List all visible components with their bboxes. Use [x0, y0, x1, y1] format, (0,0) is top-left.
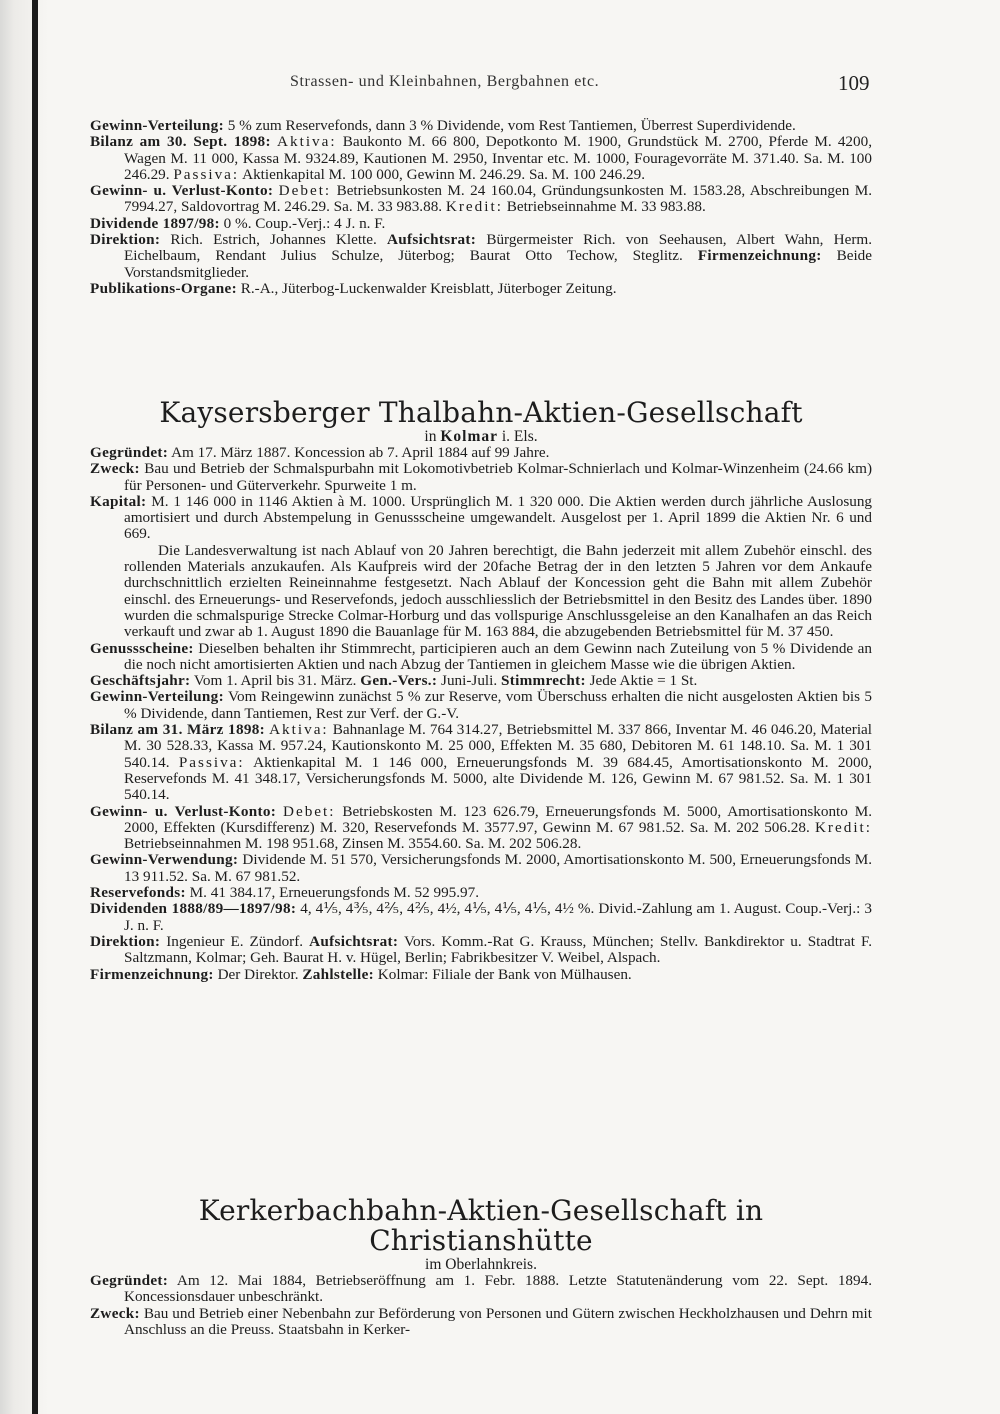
label: Gewinn-Verwendung: — [90, 851, 239, 869]
aktiva-text: Baukonto M. 66 800, Depotkonto M. 1900, Grundstück M. 2700, Pferde M. 4200, Wagen M. 11 000, Kassa M. 9324.89, Kautionen M. 2950, Inventar etc. M. 1000, Fouragevorräte M. 371.40. Sa. M. 100 246.29. — [124, 133, 872, 183]
passiva-word: Passiva: — [178, 753, 245, 771]
text: Vom Reingewinn zunächst 5 % zur Reserve, vom Überschuss erhalten die nicht ausgelosten Aktien bis 5 % Dividende, dann Tantiemen, Rest zur Verf. der G.-V. — [124, 688, 872, 722]
label: Firmenzeichnung: — [697, 247, 822, 265]
entry-direktion — [90, 934, 872, 967]
debet-text: Betriebskosten M. 123 626.79, Erneuerungsfonds M. 5000, Amortisationskonto M. 2000, Effekten (Kursdifferenz) M. 320, Reservefonds M. 3577.97, Gewinn M. 67 981.52. Sa. M. 202 506.28. — [124, 802, 872, 836]
label: Gewinn- u. Verlust-Konto: — [90, 802, 277, 820]
label: Dividenden 1888/89—1897/98: — [90, 900, 297, 918]
sub-pre: in — [424, 428, 437, 445]
entry-bilanz — [90, 134, 872, 183]
entry-publikations-organe — [90, 281, 872, 297]
company-title: Kaysersberger Thalbahn-Aktien-Gesellschaft — [159, 396, 803, 429]
label: Bilanz am 31. März 1898: — [90, 721, 265, 739]
sub-city: Kolmar — [440, 428, 498, 445]
label: Genussscheine: — [90, 639, 194, 657]
kredit-text: Betriebseinnahmen M. 198 951.68, Zinsen M. 3554.60. Sa. M. 202 506.28. — [124, 835, 582, 853]
aktiva-word: Aktiva: — [269, 721, 329, 739]
entry-gewinn-verteilung — [90, 118, 872, 134]
entry-gegruendet — [90, 1273, 872, 1306]
text: Jede Aktie = 1 St. — [589, 672, 698, 690]
kredit-text: Betriebseinnahme M. 33 983.88. — [506, 198, 706, 216]
page-number: 109 — [838, 71, 870, 95]
text: Bau und Betrieb einer Nebenbahn zur Beförderung von Personen und Gütern zwischen Heckholzhausen und Dehrn mit Anschluss an die Preuss. Staatsbahn in Kerker- — [124, 1304, 872, 1338]
text: Am 12. Mai 1884, Betriebseröffnung am 1. Febr. 1888. Letzte Statutenänderung vom 22. Sept. 1894. Koncessionsdauer unbeschränkt. — [124, 1272, 872, 1306]
company-title: Kerkerbachbahn-Aktien-Gesellschaft in Christianshütte — [198, 1194, 764, 1257]
label: Gen.-Vers.: — [360, 672, 438, 690]
entry-geschaeftsjahr — [90, 673, 872, 689]
text: Bau und Betrieb der Schmalspurbahn mit Lokomotivbetrieb Kolmar-Schnierlach und Kolmar-Winzenheim (24.66 km) für Personen- und Güterverkehr. Spurweite 1 m. — [124, 460, 873, 494]
label: Kapital: — [90, 492, 147, 510]
label: Geschäftsjahr: — [90, 672, 191, 690]
text: M. 41 384.17, Erneuerungsfonds M. 52 995.97. — [189, 884, 480, 902]
passiva-word: Passiva: — [173, 165, 240, 183]
label: Aufsichtsrat: — [309, 932, 399, 950]
passiva-text: Aktienkapital M. 1 146 000, Erneuerungsfonds M. 39 684.45, Amortisationskonto M. 2000, Reservefonds M. 41 348.17, Versicherungsfonds M. 5000, alte Dividende M. 126, Gewinn M. 67 981.52. Sa. M. 1 301 540.14. — [124, 753, 873, 804]
entry-gewinn-verlust — [90, 804, 872, 853]
text: Bürgermeister Rich. von Seehausen, Albert Wahn, Herm. Eichelbaum, Rendant Julius Schulze, Jüterbog; Baurat Otto Techow, Steglitz. — [124, 231, 873, 265]
section-kaysersberger — [90, 398, 872, 983]
entry-gegruendet — [90, 445, 872, 461]
entry-firmenzeichnung — [90, 967, 872, 983]
text: Vors. Komm.-Rat G. Krauss, München; Stellv. Bankdirektor u. Stadtrat F. Saltzmann, Kolmar; Geh. Baurat H. v. Hügel, Berlin; Fabrikbesitzer V. Weibel, Alspach. — [124, 932, 872, 967]
debet-word: Debet: — [278, 182, 332, 200]
label: Gewinn-Verteilung: — [90, 117, 224, 134]
entry-gewinn-verteilung — [90, 689, 872, 722]
kredit-word: Kredit: — [814, 818, 872, 836]
text: 0 %. Coup.-Verj.: 4 J. n. F. — [223, 214, 386, 232]
text: Dividende M. 51 570, Versicherungsfonds M. 2000, Amortisationskonto M. 500, Erneuerungsfonds M. 13 911.52. Sa. M. 67 981.52. — [124, 851, 872, 885]
kredit-word: Kredit: — [445, 198, 503, 216]
label: Zweck: — [90, 460, 140, 478]
label: Bilanz am 30. Sept. 1898: — [90, 133, 271, 151]
label: Zahlstelle: — [302, 965, 374, 983]
entry-gewinn-verwendung — [90, 852, 872, 885]
entry-dividenden — [90, 901, 872, 934]
company-location — [90, 428, 872, 445]
debet-text: Betriebsunkosten M. 24 160.04, Gründungsunkosten M. 1583.28, Abschreibungen M. 7994.27, Saldovortrag M. 246.29. Sa. M. 33 983.88. — [124, 182, 873, 216]
text: Ingenieur E. Zündorf. — [166, 932, 304, 950]
label: Reservefonds: — [90, 884, 186, 902]
text: Dieselben behalten ihr Stimmrecht, participieren auch an dem Gewinn nach Zuteilung von 5 % Dividende an die noch nicht amortisierten Aktien und nach Abzug der Tantiemen in gleichem Masse wie die übrigen Aktien. — [124, 639, 872, 673]
paragraph-landesverwaltung: Die Landesverwaltung ist nach Ablauf von 20 Jahren berechtigt, die Bahn jederzeit mit allem Zubehör einschl. des rollenden Materials anzukaufen. Als Kaufpreis wird der 20fache Betrag der in den letzten 5 Jahren vor dem Ankaufe durchschnittlich erzielten Reineinnahme festgesetzt. Nach Ablauf der Koncession geht die Bahn mit allem Zubehör einschl. des Erneuerungs- und Reservefonds, jedoch ausschliesslich der Betriebsmittel in den Besitz des Landes über. 1890 wurden die schmalspurige Strecke Colmar-Horburg und das vollspurige Anschlussgeleise an den Kanalhafen an das Reich verkauft und zwar ab 1. August 1890 die Bauanlage für M. 163 884, die abzugebenden Betriebsmittel für M. 37 450. — [124, 541, 872, 641]
entry-genussscheine — [90, 641, 872, 674]
label: Gewinn- u. Verlust-Konto: — [90, 182, 274, 200]
label: Firmenzeichnung: — [90, 965, 214, 983]
label: Publikations-Organe: — [90, 279, 237, 297]
entry-dividende — [90, 216, 872, 232]
sub-post: i. Els. — [501, 428, 538, 445]
label: Aufsichtsrat: — [387, 231, 477, 249]
entry-zweck — [90, 461, 872, 494]
debet-word: Debet: — [282, 802, 336, 820]
running-head: Strassen- und Kleinbahnen, Bergbahnen etc. — [290, 73, 600, 90]
entry-direktion — [90, 232, 872, 281]
company-location: im Oberlahnkreis. — [425, 1256, 537, 1273]
text: Beide Vorstandsmitglieder. — [124, 247, 873, 281]
text: Kolmar: Filiale der Bank von Mülhausen. — [377, 965, 632, 983]
entry-reservefonds — [90, 885, 872, 901]
entry-zweck — [90, 1306, 872, 1339]
label: Dividende 1897/98: — [90, 214, 220, 232]
text: Rich. Estrich, Johannes Klette. — [170, 231, 377, 249]
book-gutter — [0, 0, 48, 1414]
passiva-text: Aktienkapital M. 100 000, Gewinn M. 246.29. Sa. M. 100 246.29. — [242, 165, 645, 183]
entry-bilanz — [90, 722, 872, 803]
text: Der Direktor. — [217, 965, 299, 983]
binding-edge — [32, 0, 38, 1414]
text: 4, 4⅕, 4⅗, 4⅖, 4⅖, 4½, 4⅕, 4⅕, 4⅕, 4½ %. Divid.-Zahlung am 1. August. Coup.-Verj.: 3 J. n. F. — [124, 900, 873, 934]
section-previous-company — [90, 118, 872, 297]
text: R.-A., Jüterbog-Luckenwalder Kreisblatt, Jüterboger Zeitung. — [240, 279, 617, 297]
aktiva-word: Aktiva: — [277, 133, 337, 151]
entry-kapital — [90, 494, 872, 543]
label: Gegründet: — [90, 444, 169, 461]
section-kerkerbachbahn — [90, 1196, 872, 1338]
label: Zweck: — [90, 1304, 140, 1322]
text: M. 1 146 000 in 1146 Aktien à M. 1000. Ursprünglich M. 1 320 000. Die Aktien werden durch jährliche Auslosung amortisiert und durch Abstempelung in Genussscheine umgewandelt. Ausgelost per 1. April 1899 die Aktien Nr. 6 und 669. — [124, 492, 873, 543]
label: Direktion: — [90, 231, 161, 249]
label: Stimmrecht: — [500, 672, 586, 690]
text: Vom 1. April bis 31. März. — [193, 672, 357, 690]
label: Gewinn-Verteilung: — [90, 688, 224, 706]
text: Juni-Juli. — [441, 672, 498, 690]
entry-gewinn-verlust — [90, 183, 872, 216]
label: Gegründet: — [90, 1272, 169, 1289]
label: Direktion: — [90, 932, 161, 950]
text: Am 17. März 1887. Koncession ab 7. April 1884 auf 99 Jahre. — [171, 444, 550, 461]
text: 5 % zum Reservefonds, dann 3 % Dividende, vom Rest Tantiemen, Überrest Superdividende. — [227, 117, 796, 134]
aktiva-text: Bahnanlage M. 764 314.27, Betriebsmittel M. 337 866, Inventar M. 46 046.20, Material M. 30 528.33, Kassa M. 957.24, Kautionskonto M. 25 000, Effekten M. 35 680, Debitoren M. 61 148.10. Sa. M. 1 301 540.14. — [124, 721, 872, 771]
